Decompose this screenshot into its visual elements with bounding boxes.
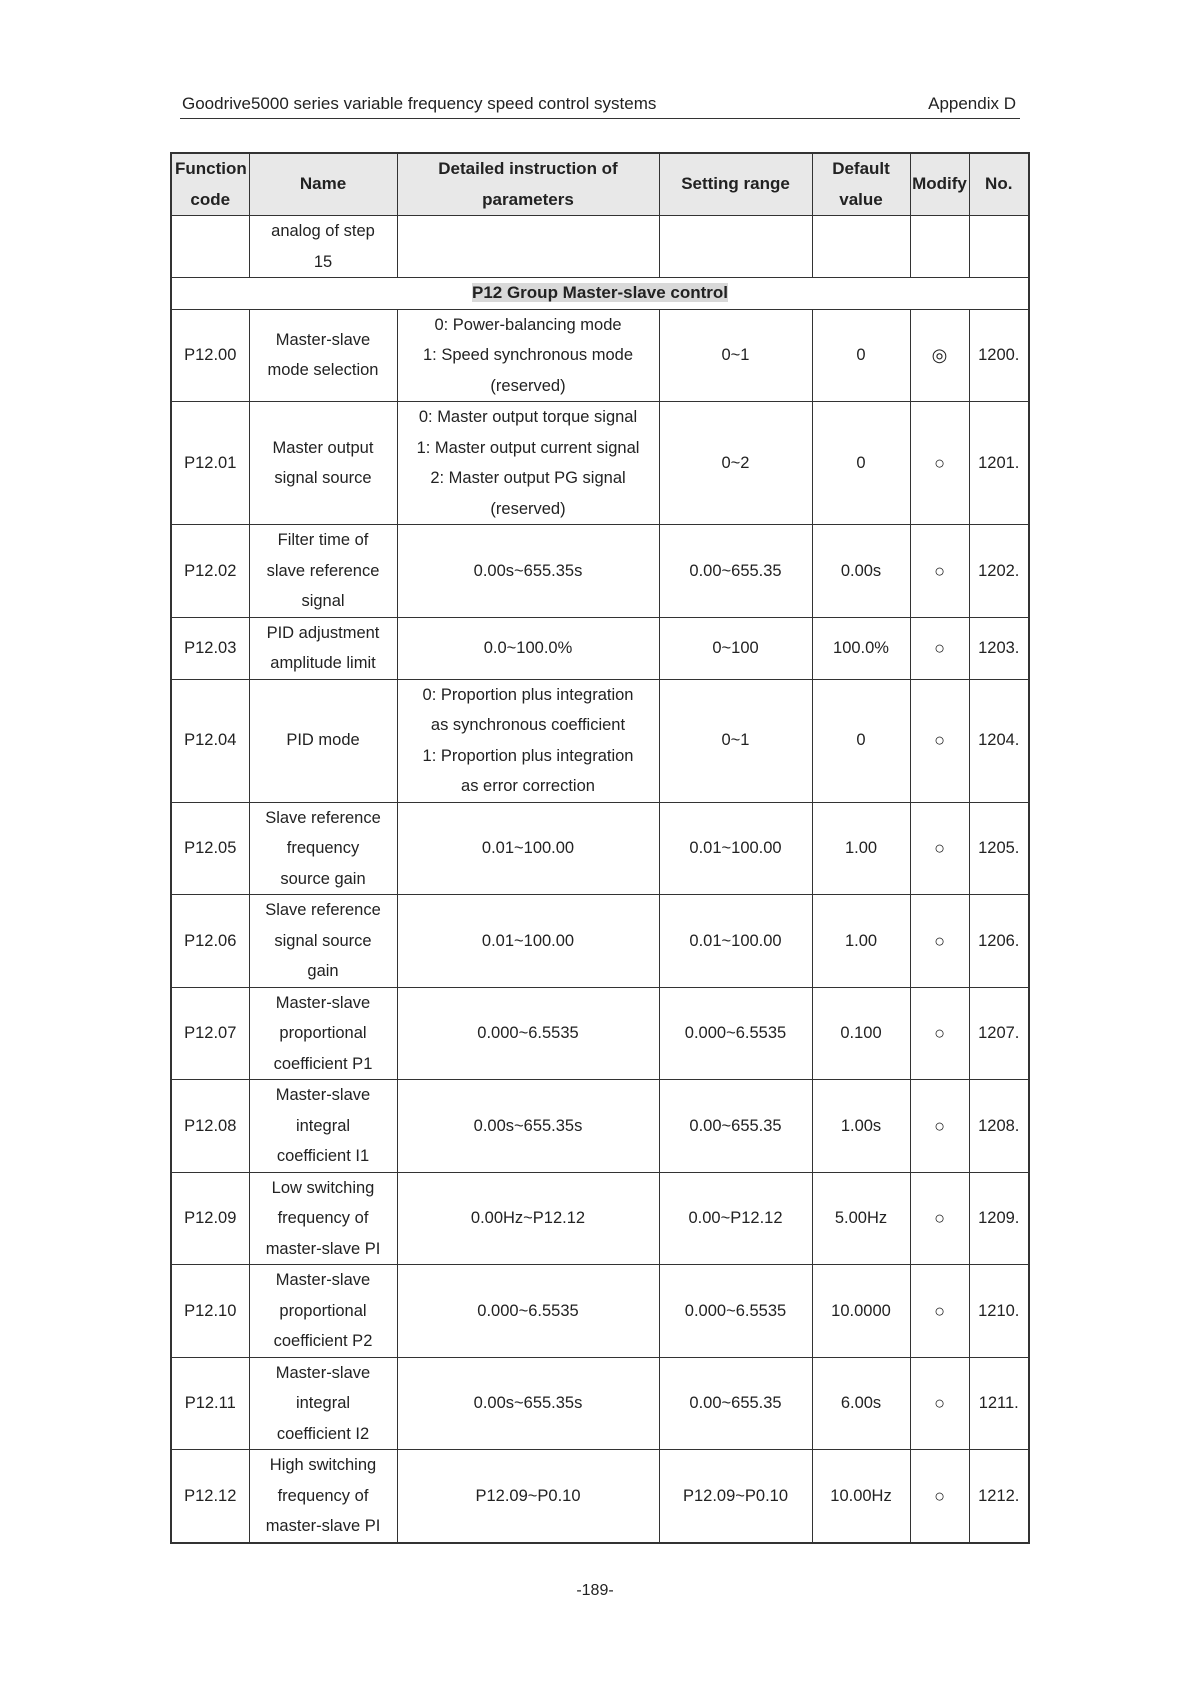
parameter-detail: 0.00s~655.35s: [397, 1357, 659, 1450]
setting-range: 0.00~655.35: [659, 1080, 812, 1173]
modify-symbol: ○: [910, 525, 969, 618]
table-row: [171, 617, 1029, 679]
function-code: P12.12: [171, 1450, 249, 1543]
parameter-name: High switching frequency of master-slave PI: [249, 1450, 397, 1543]
function-code: P12.09: [171, 1172, 249, 1265]
serial-number: 1204.: [969, 679, 1029, 802]
setting-range: 0~2: [659, 402, 812, 525]
function-code: P12.04: [171, 679, 249, 802]
modify-symbol: ○: [910, 1357, 969, 1450]
parameter-name: Filter time of slave reference signal: [249, 525, 397, 618]
serial-number: 1206.: [969, 895, 1029, 988]
default-value: 0: [812, 309, 910, 402]
serial-number: 1212.: [969, 1450, 1029, 1543]
default-value: 1.00: [812, 802, 910, 895]
table-row: [171, 679, 1029, 802]
function-code: P12.05: [171, 802, 249, 895]
serial-number: 1202.: [969, 525, 1029, 618]
parameter-name: Master-slave integral coefficient I1: [249, 1080, 397, 1173]
table-row: [171, 802, 1029, 895]
default-value: 0: [812, 402, 910, 525]
function-code: P12.02: [171, 525, 249, 618]
modify-symbol: ○: [910, 1265, 969, 1358]
setting-range: 0.00~P12.12: [659, 1172, 812, 1265]
parameter-detail: 0.00s~655.35s: [397, 525, 659, 618]
setting-range: 0.01~100.00: [659, 802, 812, 895]
default-value: 0: [812, 679, 910, 802]
continuation-row: [171, 216, 1029, 278]
setting-range: P12.09~P0.10: [659, 1450, 812, 1543]
setting-range: 0~1: [659, 309, 812, 402]
serial-number: 1209.: [969, 1172, 1029, 1265]
col-header-detail: Detailed instruction of parameters: [397, 153, 659, 216]
group-row: [171, 278, 1029, 310]
col-header-modify: Modify: [910, 153, 969, 216]
modify-symbol: ○: [910, 1080, 969, 1173]
default-value: 10.00Hz: [812, 1450, 910, 1543]
parameter-detail: 0: Master output torque signal 1: Master output current signal 2: Master output PG signal (reserved): [397, 402, 659, 525]
parameter-name: Master output signal source: [249, 402, 397, 525]
serial-number: 1200.: [969, 309, 1029, 402]
default-value: 1.00: [812, 895, 910, 988]
function-code: P12.01: [171, 402, 249, 525]
table-row: [171, 1080, 1029, 1173]
modify-symbol: ○: [910, 402, 969, 525]
modify-symbol: ◎: [910, 309, 969, 402]
parameter-name: PID adjustment amplitude limit: [249, 617, 397, 679]
parameter-name: Slave reference signal source gain: [249, 895, 397, 988]
col-header-no: No.: [969, 153, 1029, 216]
modify-symbol: ○: [910, 895, 969, 988]
function-code: P12.03: [171, 617, 249, 679]
default-value: 6.00s: [812, 1357, 910, 1450]
group-title: P12 Group Master-slave control: [171, 278, 1029, 310]
col-header-code: Function code: [171, 153, 249, 216]
parameter-detail: 0.01~100.00: [397, 895, 659, 988]
page-header: [180, 92, 1020, 119]
table-row: [171, 1172, 1029, 1265]
table-row: [171, 1265, 1029, 1358]
section-label: Appendix D: [928, 94, 1016, 113]
function-code: P12.06: [171, 895, 249, 988]
parameter-name: Slave reference frequency source gain: [249, 802, 397, 895]
modify-symbol: ○: [910, 1172, 969, 1265]
page-number: -189-: [576, 1582, 614, 1599]
function-code: P12.08: [171, 1080, 249, 1173]
serial-number: 1203.: [969, 617, 1029, 679]
parameter-name: Low switching frequency of master-slave PI: [249, 1172, 397, 1265]
parameter-detail: P12.09~P0.10: [397, 1450, 659, 1543]
serial-number: 1205.: [969, 802, 1029, 895]
default-value: 5.00Hz: [812, 1172, 910, 1265]
table-row: [171, 1450, 1029, 1543]
col-header-default: Default value: [812, 153, 910, 216]
setting-range: 0~1: [659, 679, 812, 802]
serial-number: 1201.: [969, 402, 1029, 525]
modify-symbol: ○: [910, 1450, 969, 1543]
modify-symbol: ○: [910, 617, 969, 679]
setting-range: 0.01~100.00: [659, 895, 812, 988]
modify-symbol: ○: [910, 679, 969, 802]
setting-range: 0.00~655.35: [659, 525, 812, 618]
parameter-name: PID mode: [249, 679, 397, 802]
modify-symbol: ○: [910, 987, 969, 1080]
parameter-detail: 0.0~100.0%: [397, 617, 659, 679]
serial-number: 1210.: [969, 1265, 1029, 1358]
table-row: [171, 402, 1029, 525]
parameter-detail: 0.000~6.5535: [397, 987, 659, 1080]
parameter-name: Master-slave integral coefficient I2: [249, 1357, 397, 1450]
serial-number: 1207.: [969, 987, 1029, 1080]
table-row: [171, 987, 1029, 1080]
table-row: [171, 895, 1029, 988]
table-row: [171, 1357, 1029, 1450]
setting-range: 0.000~6.5535: [659, 1265, 812, 1358]
continuation-name: analog of step 15: [249, 216, 397, 278]
table-header-row: [171, 153, 1029, 216]
parameter-detail: 0.00Hz~P12.12: [397, 1172, 659, 1265]
default-value: 100.0%: [812, 617, 910, 679]
col-header-range: Setting range: [659, 153, 812, 216]
setting-range: 0.000~6.5535: [659, 987, 812, 1080]
default-value: 0.00s: [812, 525, 910, 618]
parameter-detail: 0.000~6.5535: [397, 1265, 659, 1358]
document-title: Goodrive5000 series variable frequency speed control systems: [182, 94, 657, 113]
function-code: P12.07: [171, 987, 249, 1080]
table-row: [171, 525, 1029, 618]
default-value: 0.100: [812, 987, 910, 1080]
serial-number: 1211.: [969, 1357, 1029, 1450]
parameter-name: Master-slave proportional coefficient P1: [249, 987, 397, 1080]
parameter-name: Master-slave proportional coefficient P2: [249, 1265, 397, 1358]
serial-number: 1208.: [969, 1080, 1029, 1173]
parameter-detail: 0.00s~655.35s: [397, 1080, 659, 1173]
function-code: P12.00: [171, 309, 249, 402]
parameter-table: [170, 152, 1030, 1544]
function-code: P12.10: [171, 1265, 249, 1358]
parameter-name: Master-slave mode selection: [249, 309, 397, 402]
parameter-detail: 0: Proportion plus integration as synchronous coefficient 1: Proportion plus integration as error correction: [397, 679, 659, 802]
function-code: P12.11: [171, 1357, 249, 1450]
parameter-detail: 0: Power-balancing mode 1: Speed synchronous mode (reserved): [397, 309, 659, 402]
modify-symbol: ○: [910, 802, 969, 895]
table-row: [171, 309, 1029, 402]
default-value: 1.00s: [812, 1080, 910, 1173]
parameter-detail: 0.01~100.00: [397, 802, 659, 895]
default-value: 10.0000: [812, 1265, 910, 1358]
col-header-name: Name: [249, 153, 397, 216]
setting-range: 0.00~655.35: [659, 1357, 812, 1450]
setting-range: 0~100: [659, 617, 812, 679]
